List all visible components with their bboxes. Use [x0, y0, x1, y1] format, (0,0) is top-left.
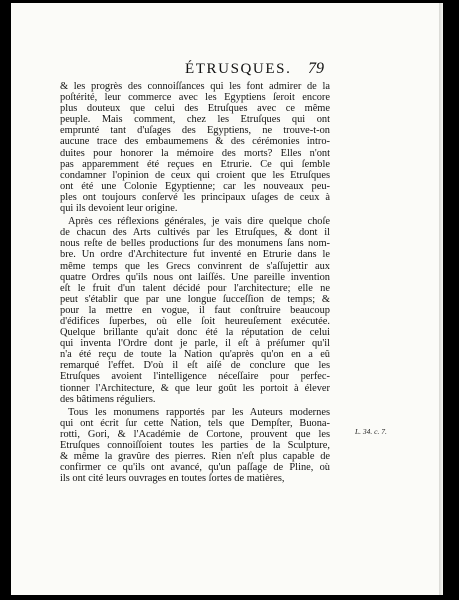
text-line: Etruſques avoient l'intelligence néceſſaire pour perfec-: [60, 371, 330, 383]
text-line: confirmer ce qu'ils ont avancé, qu'un paſſage de Pline, où: [60, 462, 330, 474]
text-line: rotti, Gori, & l'Académie de Cortone, prouvent que les: [60, 428, 330, 440]
page-edge: [439, 3, 443, 595]
book-page: [11, 3, 443, 595]
margin-note: L. 34. c. 7.: [355, 427, 387, 436]
text-line: ils ont cité leurs ouvrages en toutes ſortes de matières,: [60, 473, 285, 485]
running-title: ÉTRUSQUES.: [185, 61, 292, 77]
text-line: qui ils devoient leur origine.: [60, 203, 178, 215]
text-line: ples ont toujours conſervé les principaux uſages de ceux à: [60, 191, 330, 203]
text-line: peut s'établir que par une longue ſucceſſion de temps; &: [60, 293, 330, 305]
text-line: nous reſte de belles productions ſur des monumens ſans nom-: [60, 238, 330, 250]
text-line: Etruſques connoiſſoient toutes les parties de la Sculpture,: [60, 440, 330, 451]
text-line: d'édifices ſuperbes, où elle ſoit heureuſement exécutée.: [60, 315, 330, 327]
text-line: condamner l'opinion de ceux qui croient que les Etruſques: [60, 169, 330, 181]
text-line: & même la gravûre des pierres. Rien n'eſt plus capable de: [60, 451, 330, 463]
page-number: 79: [308, 60, 324, 77]
text-line: duites pour honorer la mémoire des morts? Elles n'ont: [60, 147, 330, 159]
text-line: ont été une Colonie Egyptienne; car les nouveaux peu-: [60, 180, 330, 192]
text-line: des bâtimens réguliers.: [60, 393, 156, 405]
text-line: quatre Ordres qu'ils nous ont laiſſés. Une pareille invention: [60, 271, 330, 283]
text-line: & les progrès des connoiſſances qui les font admirer de la: [60, 81, 330, 92]
body-text: [60, 81, 330, 484]
text-line: bre. Un ordre d'Architecture fut inventé en Etrurie dans le: [60, 249, 330, 261]
text-line: Quelque brillante qu'ait donc été la réputation de celui: [60, 327, 330, 339]
text-line: même temps que les Grecs convinrent de s'aſſujettir aux: [60, 260, 330, 272]
text-line: emprunté tant d'uſages des Egyptiens, ne trouve-t-on: [60, 125, 330, 137]
text-line: aucune trace des embaumemens & des cérémonies intro-: [60, 136, 330, 148]
text-line: Tous les monumens rapportés par les Auteurs modernes: [68, 406, 330, 418]
text-line: peuple. Mais comment, chez les Etruſques qui ont: [60, 114, 330, 126]
text-line: pour la mettre en vogue, il faut conſtruire beaucoup: [60, 304, 330, 316]
text-line: poſtérité, leur commerce avec les Egyptiens ſeroit encore: [60, 92, 330, 104]
text-line: n'a été reçu de toute la Nation qu'après qu'on en a eû: [60, 349, 330, 361]
text-line: tionner l'Architecture, & que leur goût les portoit à élever: [60, 382, 330, 394]
text-line: qui ont écrit ſur cette Nation, tels que Dempſter, Buona-: [60, 417, 330, 429]
text-line: qui inventa l'Ordre dont je parle, il eſt à préſumer qu'il: [60, 338, 330, 350]
text-line: plus douteux que celui des Etruſques avec ce même: [60, 103, 330, 115]
text-line: Après ces réflexions générales, je vais dire quelque choſe: [68, 216, 330, 228]
text-line: eſt le fruit d'un talent décidé pour l'architecture; elle ne: [60, 282, 330, 294]
text-line: pas apparemment été reçues en Etrurie. Ce qui ſemble: [60, 158, 330, 170]
text-line: de chacun des Arts cultivés par les Etruſques, & dont il: [60, 227, 330, 239]
text-line: remarqué l'effet. D'où il eſt aiſé de conclure que les: [60, 360, 330, 372]
